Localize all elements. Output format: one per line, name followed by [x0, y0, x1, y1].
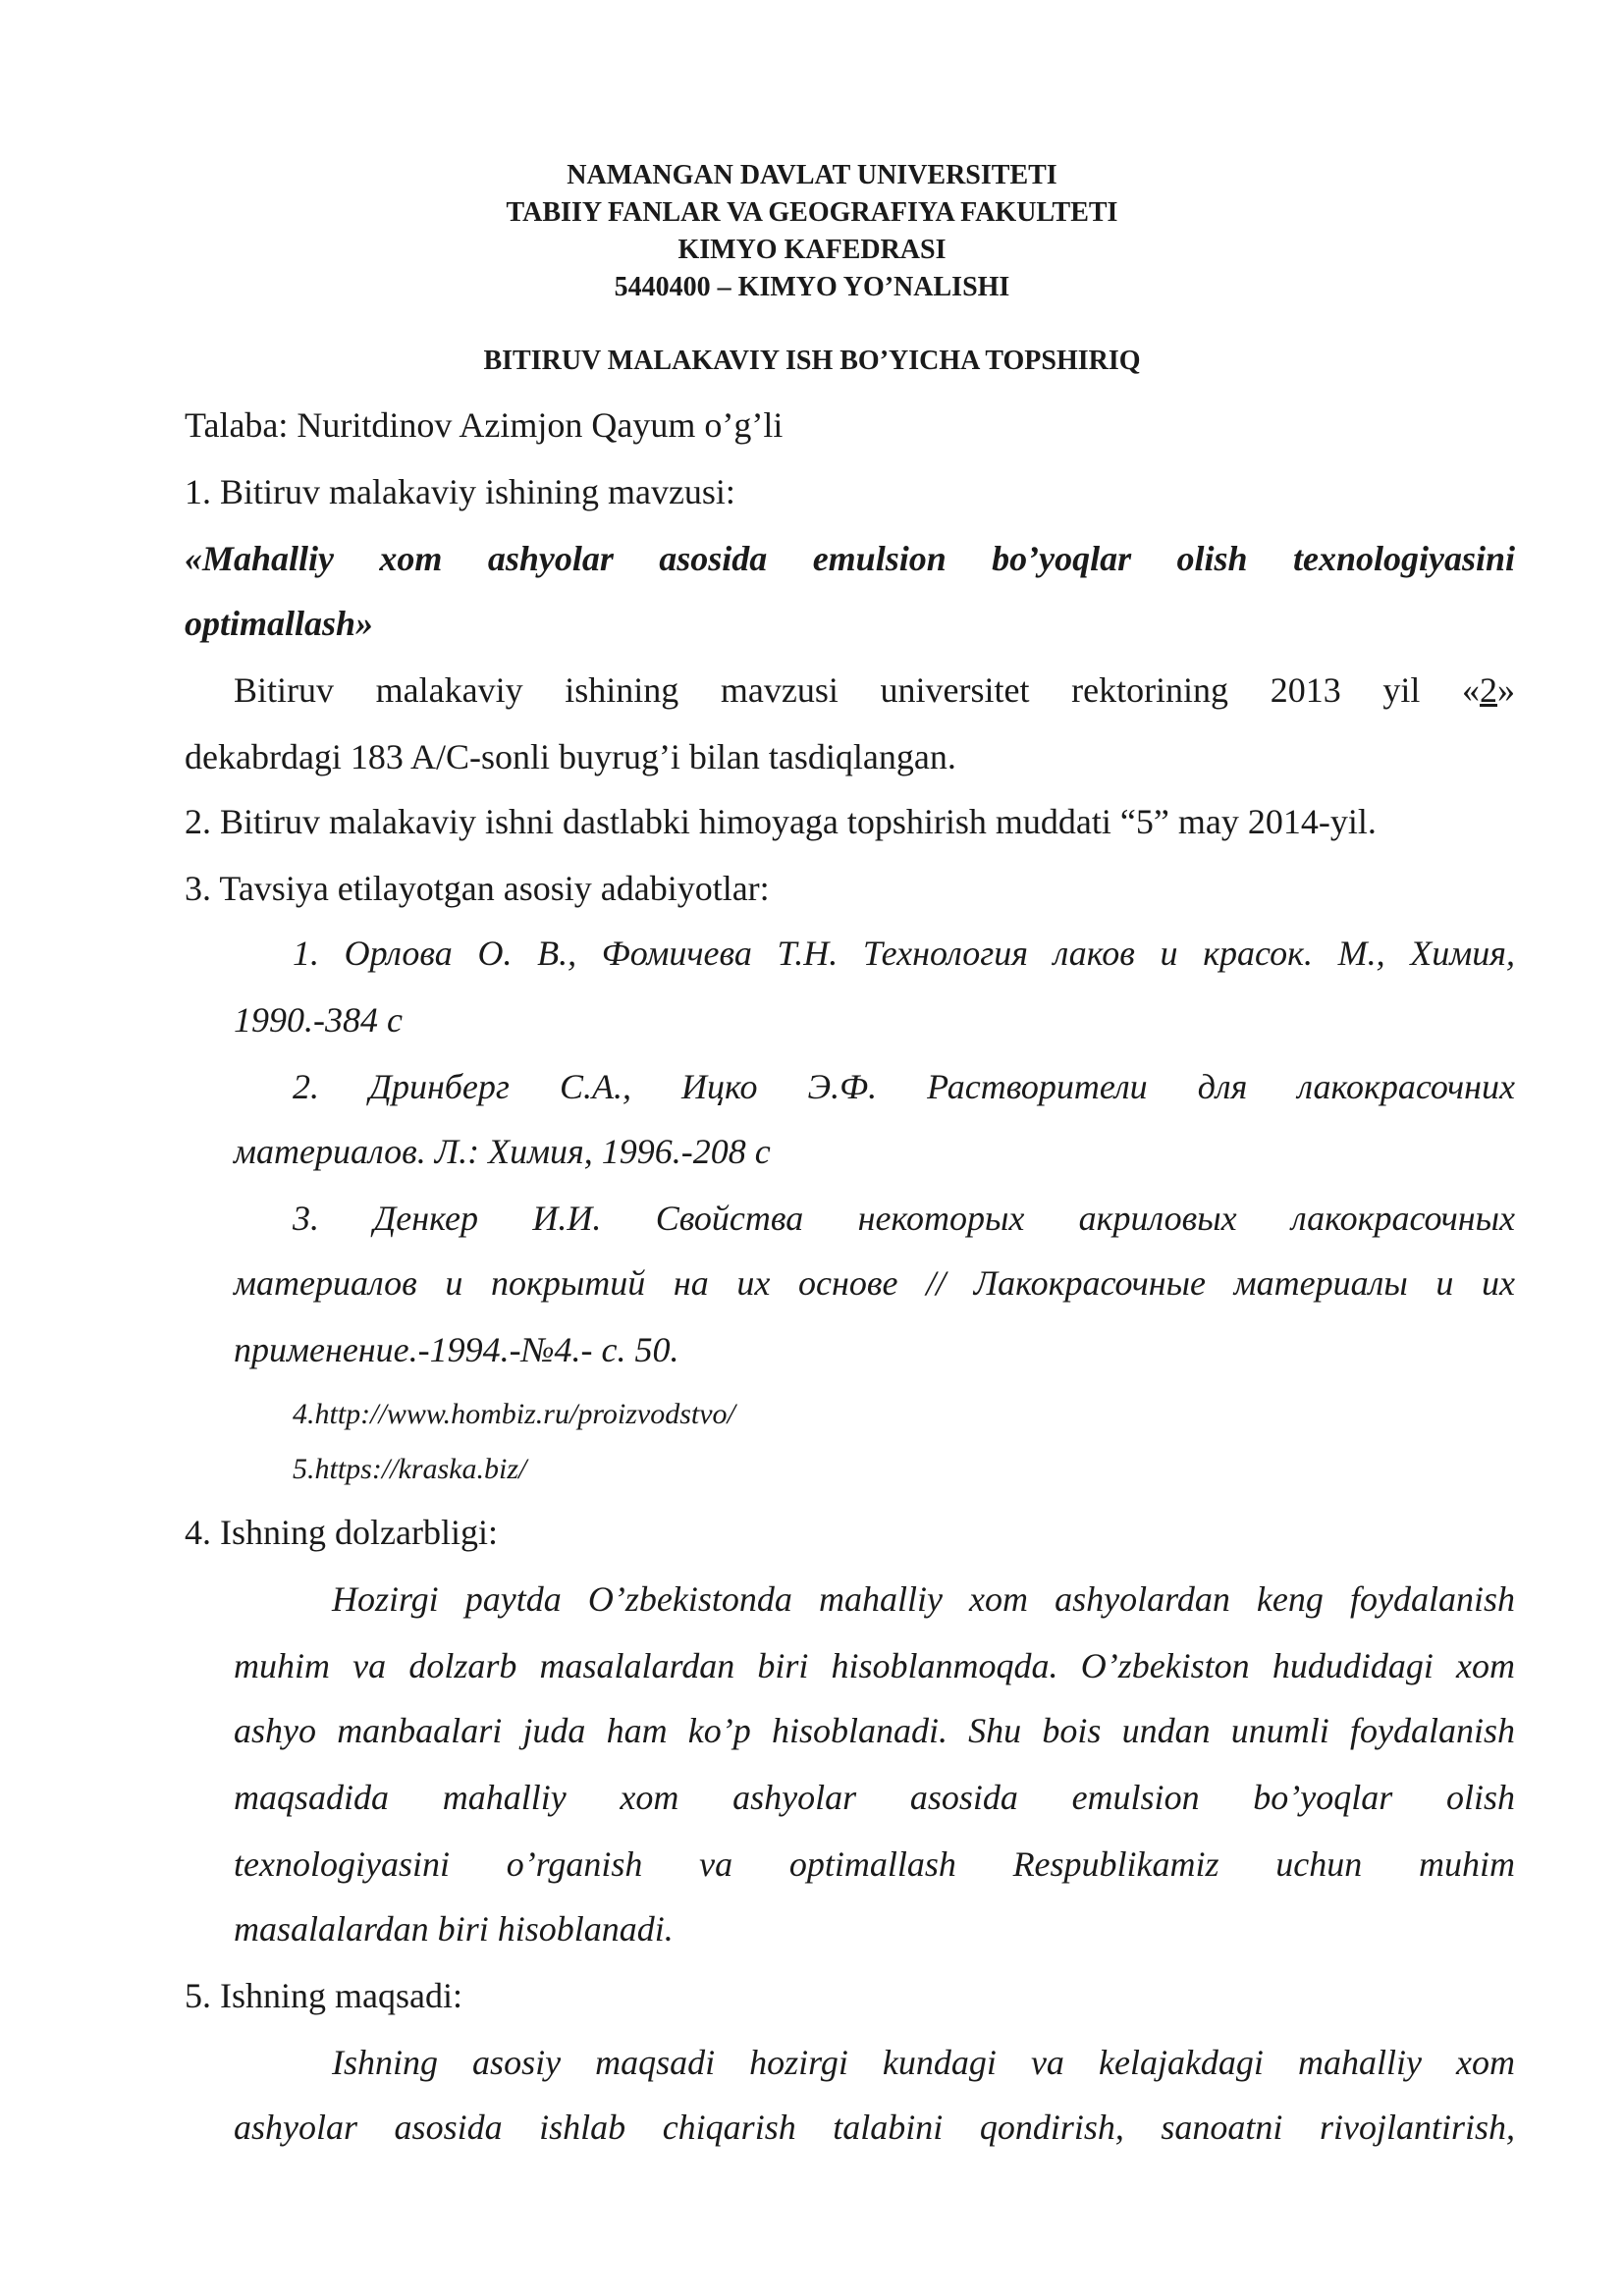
- department-name: KIMYO KAFEDRASI: [677, 235, 947, 265]
- relevance-line-6: masalalardan biri hisoblanadi.: [234, 1909, 674, 1949]
- reference-5-link[interactable]: 5.https://kraska.biz/: [293, 1453, 527, 1485]
- university-name: NAMANGAN DAVLAT UNIVERSITETI: [567, 160, 1057, 190]
- approval-day: 2: [1480, 670, 1497, 710]
- purpose-line-1: Ishning asosiy maqsadi hozirgi kundagi va kelajakdagi mahalliy xom: [332, 2043, 1515, 2082]
- document-title: BITIRUV MALAKAVIY ISH BO’YICHA TOPSHIRIQ: [483, 346, 1141, 376]
- reference-1-line-1: 1. Орлова О. В., Фомичева Т.Н. Технология лаков и красок. М., Химия,: [293, 934, 1515, 973]
- reference-4-link[interactable]: 4.http://www.hombiz.ru/proizvodstvo/: [293, 1398, 735, 1430]
- student-line: Talaba: Nuritdinov Azimjon Qayum o’g’li: [185, 405, 784, 445]
- relevance-line-1: Hozirgi paytda O’zbekistonda mahalliy xom ashyolardan keng foydalanish: [332, 1579, 1515, 1619]
- approval-line-2: dekabrdagi 183 A/C-sonli buyrug’i bilan tasdiqlangan.: [185, 737, 956, 776]
- faculty-name: TABIIY FANLAR VA GEOGRAFIYA FAKULTETI: [506, 197, 1118, 228]
- reference-3-line-1: 3. Денкер И.И. Свойства некоторых акриловых лакокрасочных: [293, 1199, 1515, 1238]
- reference-1-line-2: 1990.-384 с: [234, 1000, 403, 1040]
- relevance-line-5: texnologiyasini o’rganish va optimallash Respublikamiz uchun muhim: [234, 1844, 1515, 1884]
- section3-label: 3. Tavsiya etilayotgan asosiy adabiyotlar:: [185, 869, 770, 908]
- relevance-line-4: maqsadida mahalliy xom ashyolar asosida emulsion bo’yoqlar olish: [234, 1778, 1515, 1817]
- approval-text-a: Bitiruv malakaviy ishining mavzusi universitet rektorining 2013 yil «: [234, 670, 1480, 710]
- topic-line-2: optimallash»: [185, 604, 374, 643]
- direction-name: 5440400 – KIMYO YO’NALISHI: [614, 272, 1010, 302]
- section4-label: 4. Ishning dolzarbligi:: [185, 1513, 498, 1552]
- reference-2-line-1: 2. Дринберг С.А., Ицко Э.Ф. Растворители для лакокрасочних: [293, 1067, 1515, 1106]
- reference-3-line-2: материалов и покрытий на их основе // Лакокрасочные материалы и их: [234, 1263, 1515, 1303]
- relevance-line-2: muhim va dolzarb masalalardan biri hisoblanmoqda. O’zbekiston hududidagi xom: [234, 1646, 1515, 1685]
- relevance-line-3: ashyo manbaalari juda ham ko’p hisoblanadi. Shu bois undan unumli foydalanish: [234, 1711, 1515, 1750]
- topic-line-1: «Mahalliy xom ashyolar asosida emulsion bo’yoqlar olish texnologiyasini: [185, 539, 1515, 578]
- approval-text-b: »: [1497, 670, 1515, 710]
- document-header: [0, 157, 1624, 306]
- reference-3-line-3: применение.-1994.-№4.- с. 50.: [234, 1330, 679, 1369]
- purpose-line-2: ashyolar asosida ishlab chiqarish talabini qondirish, sanoatni rivojlantirish,: [234, 2108, 1515, 2147]
- reference-2-line-2: материалов. Л.: Химия, 1996.-208 с: [234, 1132, 771, 1171]
- section2-deadline: 2. Bitiruv malakaviy ishni dastlabki himoyaga topshirish muddati “5” may 2014-yil.: [185, 802, 1377, 841]
- approval-line-1: [234, 669, 1515, 711]
- section5-label: 5. Ishning maqsadi:: [185, 1976, 462, 2015]
- section1-label: 1. Bitiruv malakaviy ishining mavzusi:: [185, 472, 735, 511]
